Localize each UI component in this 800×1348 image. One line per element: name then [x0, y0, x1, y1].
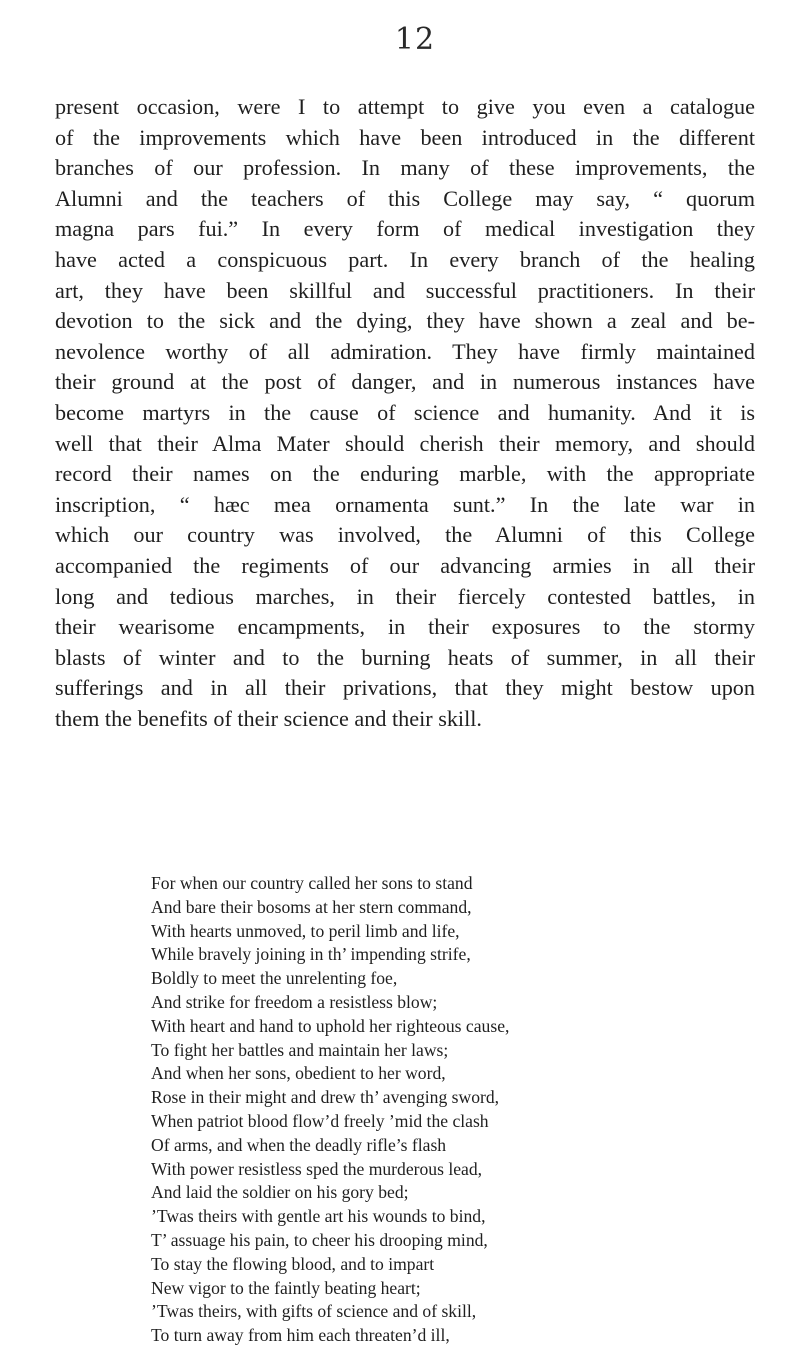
prose-line: branches of our profession. In many of these improvements, the — [55, 155, 755, 181]
prose-line: sufferings and in all their privations, that they might bestow upon — [55, 675, 755, 701]
poem-line: For when our country called her sons to stand — [151, 873, 473, 893]
prose-line: inscription, “ hæc mea ornamenta sunt.” In the late war in — [55, 491, 755, 517]
poem-line: Of arms, and when the deadly rifle’s flash — [151, 1134, 447, 1155]
poem-line: With heart and hand to uphold her righteous cause, — [151, 1015, 510, 1036]
poem-line: And laid the soldier on his gory bed; — [151, 1182, 409, 1203]
poem-line: Boldly to meet the unrelenting foe, — [151, 968, 398, 989]
prose-paragraph — [55, 92, 755, 734]
prose-line: art, they have been skillful and successful practitioners. In their — [55, 277, 755, 303]
poem-line: To turn away from him each threaten’d ill, — [151, 1325, 450, 1346]
poem-line: To fight her battles and maintain her laws; — [151, 1039, 449, 1060]
poem-line: While bravely joining in th’ impending strife, — [151, 944, 471, 965]
prose-line: record their names on the enduring marble, with the appropriate — [55, 461, 755, 487]
prose-line: blasts of winter and to the burning heats of summer, in all their — [55, 644, 755, 670]
prose-line: which our country was involved, the Alumni of this College — [55, 522, 755, 548]
poem-line: And when her sons, obedient to her word, — [151, 1063, 446, 1084]
poem-line: New vigor to the faintly beating heart; — [151, 1277, 421, 1298]
prose-line: Alumni and the teachers of this College may say, “ quorum — [55, 185, 755, 211]
poem-line: T’ assuage his pain, to cheer his drooping mind, — [151, 1229, 488, 1250]
prose-line: devotion to the sick and the dying, they have shown a zeal and be- — [55, 308, 755, 334]
prose-line: their wearisome encampments, in their exposures to the stormy — [55, 614, 755, 640]
poem-line: To stay the flowing blood, and to impart — [151, 1253, 435, 1274]
prose-line: present occasion, were I to attempt to give you even a catalogue — [55, 94, 755, 119]
poem-line: ’Twas theirs with gentle art his wounds to bind, — [151, 1206, 486, 1227]
prose-line: become martyrs in the cause of science and humanity. And it is — [55, 399, 755, 425]
page-number: 12 — [394, 22, 436, 57]
poem-line: And strike for freedom a resistless blow; — [151, 991, 438, 1012]
prose-line: them the benefits of their science and their skill. — [55, 705, 482, 731]
prose-line: well that their Alma Mater should cherish their memory, and should — [55, 430, 755, 456]
poem-line: And bare their bosoms at her stern command, — [151, 896, 472, 917]
prose-line: their ground at the post of danger, and in numerous instances have — [55, 369, 755, 395]
prose-line: accompanied the regiments of our advancing armies in all their — [55, 552, 755, 578]
poem-block — [151, 872, 751, 1348]
prose-line: of the improvements which have been introduced in the different — [55, 124, 755, 150]
prose-line: have acted a conspicuous part. In every branch of the healing — [55, 246, 755, 272]
prose-line: long and tedious marches, in their fiercely contested battles, in — [55, 583, 755, 609]
prose-line: magna pars fui.” In every form of medical investigation they — [55, 216, 755, 242]
poem-line: With power resistless sped the murderous lead, — [151, 1158, 483, 1179]
poem-line: ’Twas theirs, with gifts of science and of skill, — [151, 1301, 477, 1322]
poem-line: When patriot blood flow’d freely ’mid the clash — [151, 1110, 489, 1131]
poem-line: Rose in their might and drew th’ avenging sword, — [151, 1087, 500, 1108]
prose-line: nevolence worthy of all admiration. They have firmly maintained — [55, 338, 755, 364]
poem-line: With hearts unmoved, to peril limb and life, — [151, 920, 460, 941]
